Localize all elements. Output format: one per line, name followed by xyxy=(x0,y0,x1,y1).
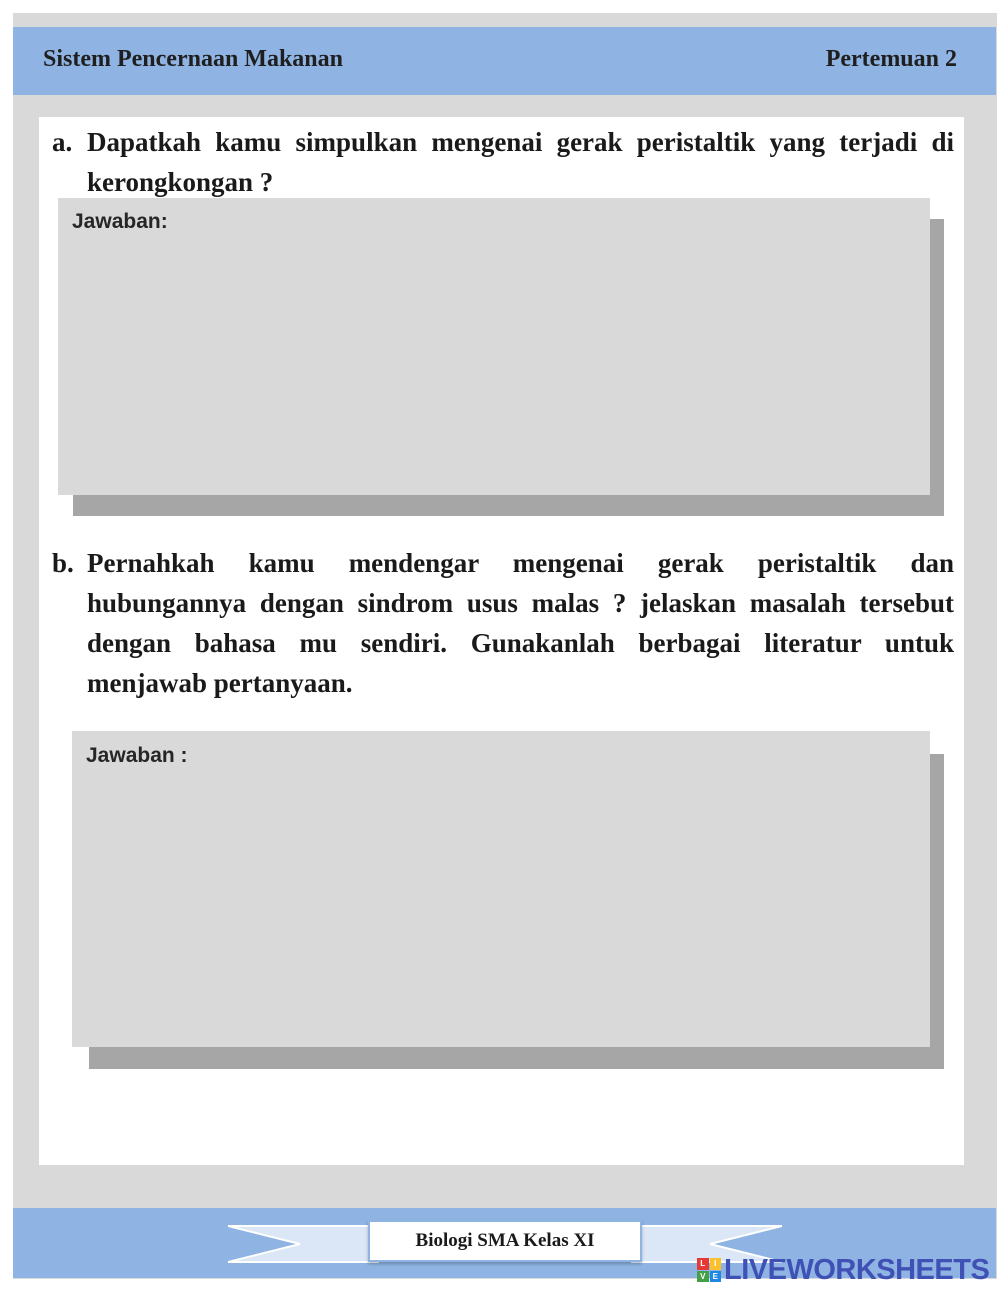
liveworksheets-logo-icon xyxy=(697,1258,721,1282)
logo-letter: V xyxy=(697,1271,709,1283)
answer-b-field[interactable] xyxy=(72,731,930,1047)
answer-a-field[interactable] xyxy=(58,198,930,495)
answer-a-label: Jawaban: xyxy=(72,210,168,233)
answer-b-label: Jawaban : xyxy=(86,744,188,767)
question-b xyxy=(52,543,954,703)
logo-letter: I xyxy=(710,1258,722,1270)
logo-letter: E xyxy=(710,1271,722,1283)
brand-name: LIVEWORKSHEETS xyxy=(724,1253,990,1286)
liveworksheets-brand[interactable] xyxy=(697,1254,989,1286)
meeting-label: Pertemuan 2 xyxy=(825,46,957,72)
question-a-text: Dapatkah kamu simpulkan mengenai gerak peristaltik yang terjadi di kerongkongan ? xyxy=(87,127,954,197)
question-a xyxy=(52,122,954,202)
logo-letter: L xyxy=(697,1258,709,1270)
question-b-letter: b. xyxy=(52,548,74,578)
page-title: Sistem Pencernaan Makanan xyxy=(43,46,343,72)
footer-label: Biologi SMA Kelas XI xyxy=(368,1220,642,1262)
question-a-letter: a. xyxy=(52,127,73,157)
question-b-text: Pernahkah kamu mendengar mengenai gerak peristaltik dan hubungannya dengan sindrom usus malas ? jelaskan masalah tersebut dengan bahasa mu sendiri. Gunakanlah berbagai literatur untuk menjawab pertanyaan. xyxy=(87,548,954,698)
